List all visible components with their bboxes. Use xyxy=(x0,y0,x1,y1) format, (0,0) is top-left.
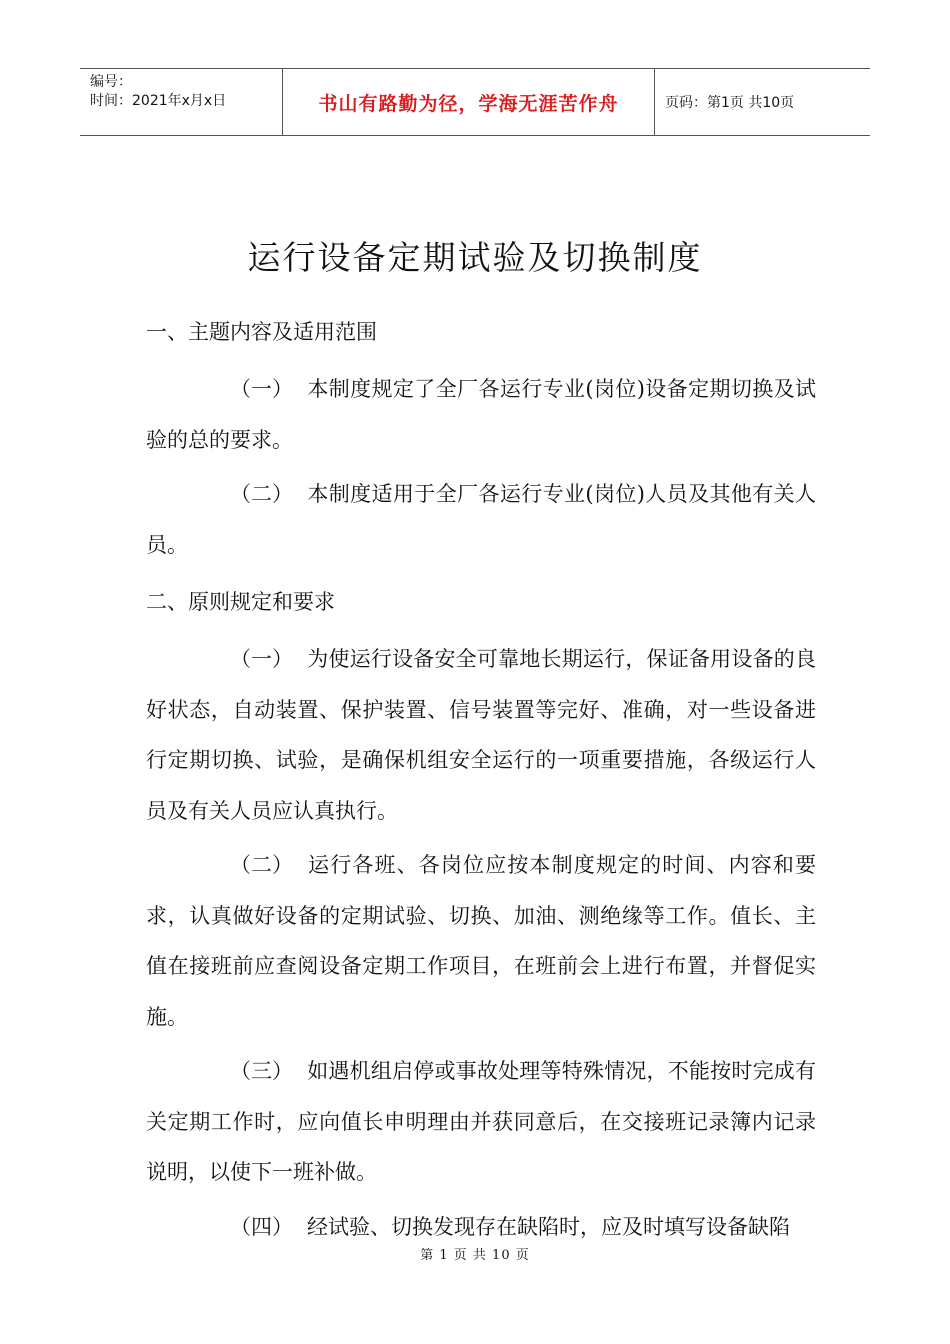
paragraph-number: （一） xyxy=(230,647,293,671)
paragraph-text: 为使运行设备安全可靠地长期运行，保证备用设备的良好状态，自动装置、保护装置、信号装置等完好、准确，对一些设备进行定期切换、试验，是确保机组安全运行的一项重要措施，各级运行人员及有关人员应认真执行。 xyxy=(146,647,816,823)
header-meta xyxy=(80,69,282,135)
paragraph-number: （二） xyxy=(230,853,293,877)
document-title: 运行设备定期试验及切换制度 xyxy=(247,238,703,277)
header-page-info: 页码：第1页 共10页 xyxy=(665,95,795,111)
paragraph-number: （三） xyxy=(230,1059,293,1083)
page-footer: 第 1 页 共 10 页 xyxy=(420,1248,530,1263)
paragraph-text: 运行各班、各岗位应按本制度规定的时间、内容和要求，认真做好设备的定期试验、切换、加油、测绝缘等工作。值长、主值在接班前应查阅设备定期工作项目，在班前会上进行布置，并督促实施。 xyxy=(146,853,816,1029)
paragraph xyxy=(146,840,816,1042)
paragraph xyxy=(146,634,816,836)
document-body xyxy=(146,314,816,1256)
section-heading: 二、原则规定和要求 xyxy=(146,590,335,614)
paragraph-text: 如遇机组启停或事故处理等特殊情况，不能按时完成有关定期工作时，应向值长申明理由并获同意后，在交接班记录簿内记录说明，以使下一班补做。 xyxy=(146,1059,816,1184)
header-time: 时间：2021年x月x日 xyxy=(90,93,227,109)
paragraph xyxy=(146,469,816,570)
header-number: 编号： xyxy=(90,74,132,90)
paragraph xyxy=(146,364,816,465)
paragraph-number: （四） xyxy=(230,1214,293,1239)
section-heading: 一、主题内容及适用范围 xyxy=(146,320,377,344)
paragraph-text: 经试验、切换发现存在缺陷时，应及时填写设备缺陷 xyxy=(307,1214,790,1239)
paragraph-text: 本制度规定了全厂各运行专业(岗位)设备定期切换及试验的总的要求。 xyxy=(146,377,816,452)
paragraph-number: （一） xyxy=(230,377,293,401)
paragraph xyxy=(146,1046,816,1198)
paragraph-number: （二） xyxy=(230,482,293,506)
header-motto: 书山有路勤为径，学海无涯苦作舟 xyxy=(282,69,655,135)
document-header xyxy=(80,68,870,136)
paragraph-text: 本制度适用于全厂各运行专业(岗位)人员及其他有关人员。 xyxy=(146,482,816,557)
